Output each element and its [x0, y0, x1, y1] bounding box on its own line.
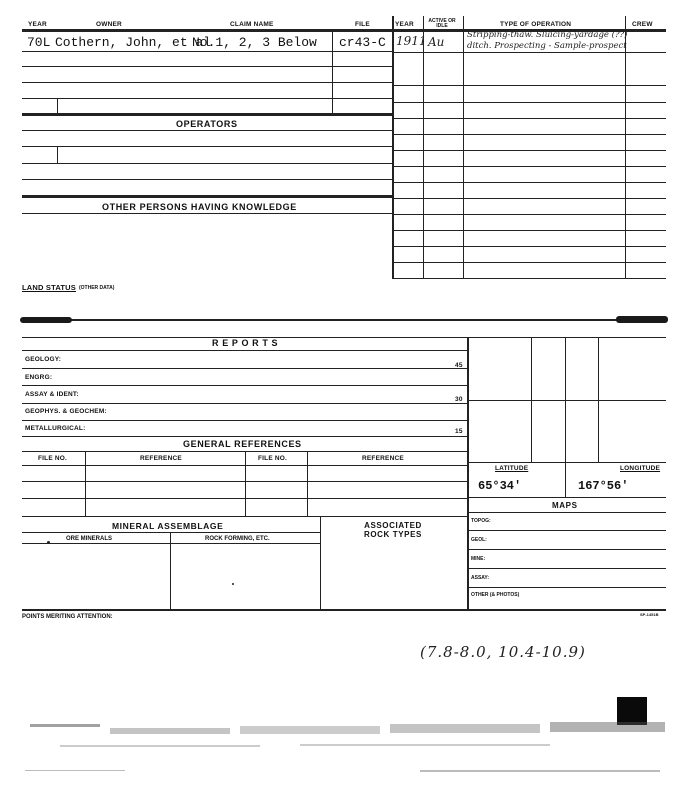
divider-blob-right: [616, 316, 668, 323]
reports-title: R E P O R T S: [212, 338, 279, 348]
header-year: YEAR: [28, 21, 47, 28]
latitude-label: LATITUDE: [495, 465, 529, 472]
assoc-rock-types: ASSOCIATED ROCK TYPES: [363, 521, 422, 539]
black-square: [617, 697, 647, 725]
general-references-title: GENERAL REFERENCES: [183, 439, 302, 449]
other-persons-label: OTHER PERSONS HAVING KNOWLEDGE: [102, 202, 297, 212]
maps-other: OTHER (& PHOTOS): [471, 592, 520, 598]
land-status-label: LAND STATUS: [22, 283, 77, 292]
longitude-value: 167°56': [578, 479, 629, 493]
report-label-engrg: ENGRG:: [25, 374, 53, 381]
bullet-dot: [47, 541, 50, 544]
header-year-2: YEAR: [395, 21, 414, 28]
row-year: 70L: [27, 35, 51, 50]
maps-topog: TOPOG:: [471, 518, 491, 524]
header-type-of-operation: TYPE OF OPERATION: [500, 21, 572, 28]
maps-mine: MINE:: [471, 556, 486, 562]
row-operation-line-1: Stripping-thaw. Sluicing-yardage (??): [467, 30, 628, 40]
ref-header-reference-1: REFERENCE: [140, 455, 182, 462]
ore-minerals-label: ORE MINERALS: [66, 536, 113, 542]
rock-forming-label: ROCK FORMING, ETC.: [205, 536, 270, 542]
report-label-geology: GEOLOGY:: [25, 356, 62, 363]
report-label-geophys: GEOPHYS. & GEOCHEM:: [25, 408, 107, 415]
header-active-idle: ACTIVE OR IDLE: [428, 18, 456, 29]
row-owner: Cothern, John, et al: [55, 35, 212, 50]
header-crew: CREW: [632, 21, 653, 28]
longitude-label: LONGITUDE: [620, 465, 661, 472]
report-num-metallurgical: 15: [455, 428, 463, 435]
row-year-2: 1911: [396, 34, 427, 48]
header-owner: OWNER: [96, 21, 122, 28]
points-meriting-attention: POINTS MERITING ATTENTION:: [22, 614, 113, 620]
report-label-metallurgical: METALLURGICAL:: [25, 425, 86, 432]
mineral-title: MINERAL ASSEMBLAGE: [112, 521, 224, 531]
maps-title: MAPS: [552, 501, 578, 510]
report-num-geology: 45: [455, 362, 463, 369]
ref-header-reference-2: REFERENCE: [362, 455, 404, 462]
report-label-assay: ASSAY & IDENT:: [25, 391, 79, 398]
operators-label: OPERATORS: [176, 119, 238, 129]
maps-geol: GEOL:: [471, 537, 487, 543]
header-claim-name: CLAIM NAME: [230, 21, 274, 28]
maps-assay: ASSAY:: [471, 575, 490, 581]
row-operation-line-2: ditch. Prospecting - Sample-prospect: [467, 41, 627, 51]
handwritten-annotation: (7.8-8.0, 10.4-10.9): [420, 643, 586, 661]
ref-header-file-no-2: FILE NO.: [258, 455, 288, 462]
land-status-sub: (OTHER DATA): [79, 285, 115, 291]
section-divider: [22, 319, 666, 321]
row-file: cr43-C: [339, 35, 386, 50]
header-file: FILE: [355, 21, 370, 28]
row-claim-name: No.1, 2, 3 Below: [192, 35, 317, 50]
report-num-assay: 30: [455, 396, 463, 403]
divider-blob-left: [20, 317, 72, 323]
form-number: SP-1451B: [640, 612, 659, 617]
latitude-value: 65°34': [478, 479, 522, 493]
ref-header-file-no-1: FILE NO.: [38, 455, 68, 462]
row-active: Au: [428, 35, 445, 49]
stray-dot: [232, 583, 234, 585]
